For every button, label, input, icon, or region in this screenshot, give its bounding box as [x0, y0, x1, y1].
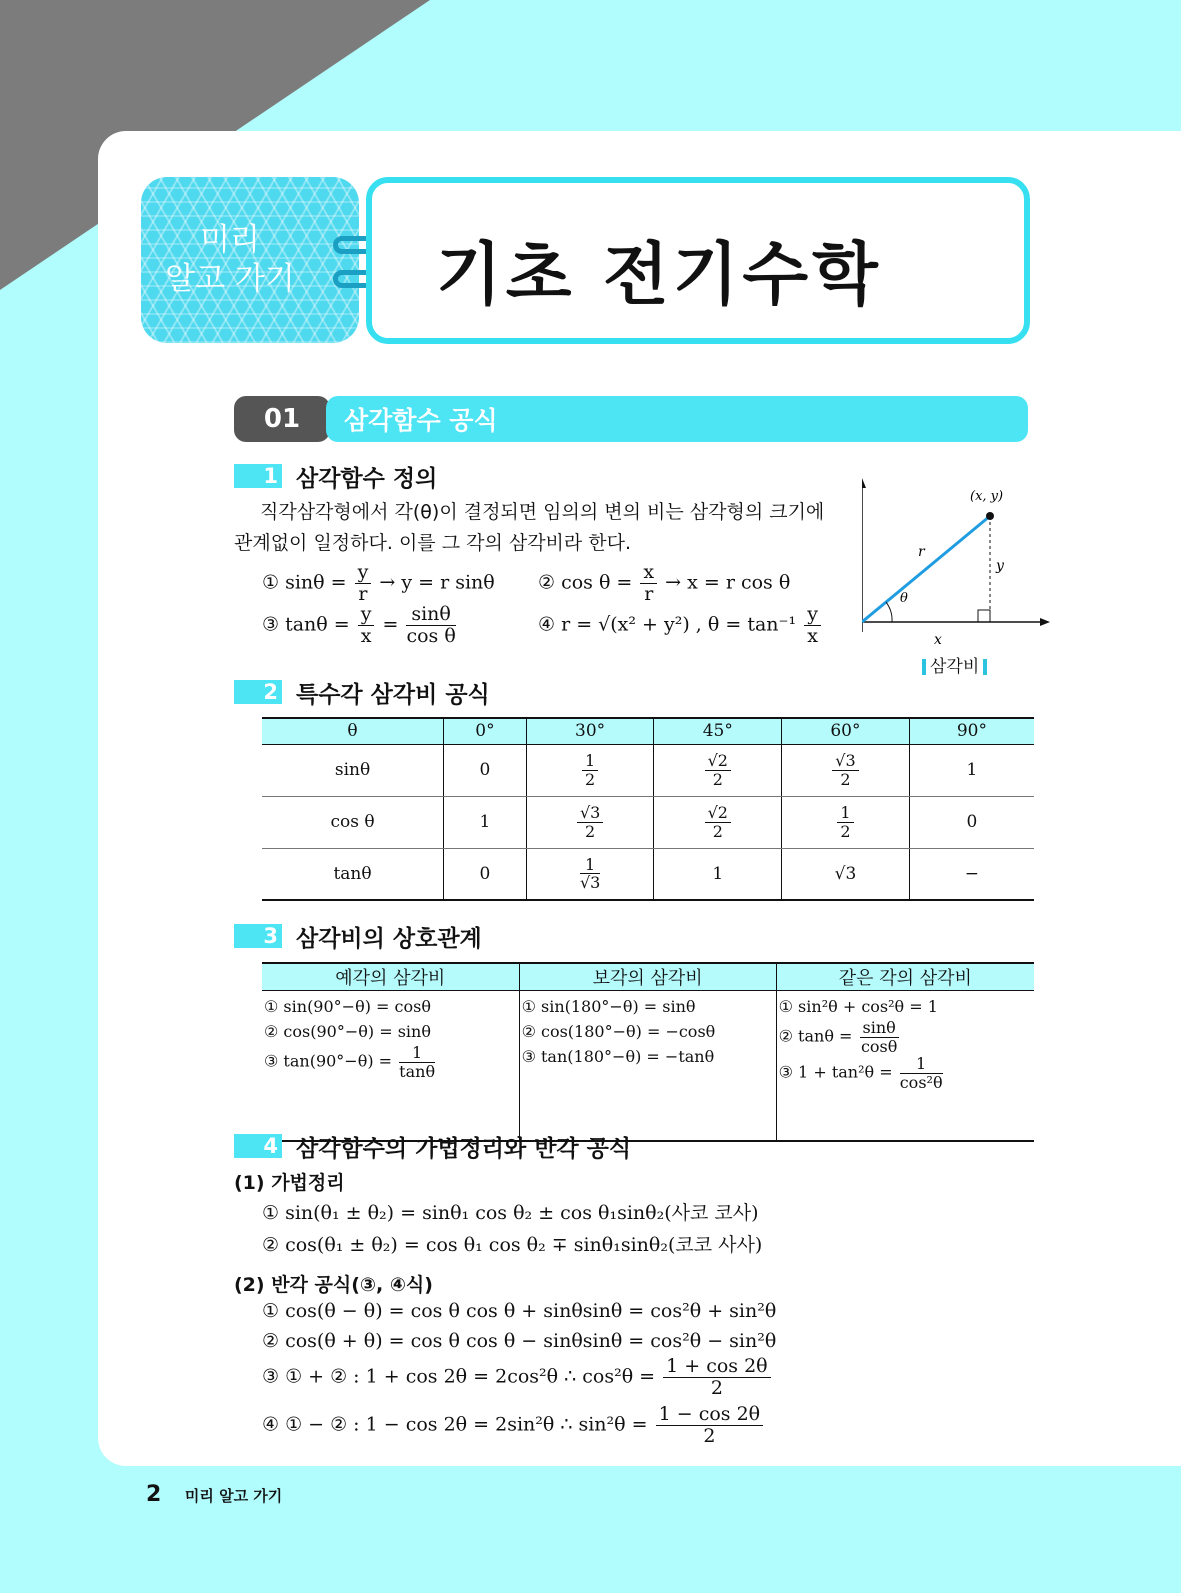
addition-eq-1: ① sin(θ₁ ± θ₂) = sinθ₁ cos θ₂ ± cos θ₁sinθ₂(사코 코사) [262, 1202, 759, 1224]
footer [146, 1482, 282, 1507]
half-angle-heading: (2) 반각 공식(③, ④식) [234, 1274, 433, 1296]
table-row [262, 796, 1034, 848]
table-cell: ① sin(180°−θ) = sinθ ② cos(180°−θ) = −cosθ ③ tan(180°−θ) = −tanθ [519, 991, 776, 1141]
table-cell: $\frac{√2}{2}$ [654, 796, 782, 848]
table-cell: ① sin²θ + cos²θ = 1 ② tanθ = $\frac{\sin\theta}{\cos\theta}$ ③ 1 + tan²θ = $\frac{1}{\text{cos²θ}}$ [776, 991, 1034, 1141]
table-header: 60° [782, 718, 910, 744]
half-eq-4: ④ ① − ② : 1 − cos 2θ = 2sin²θ ∴ sin²θ = $\frac{1 - \cos 2\theta}{2}$ [262, 1404, 765, 1447]
table-cell: √3 [782, 848, 910, 900]
section-bar [234, 396, 1028, 442]
table-cell: $\frac{√3}{2}$ [526, 796, 654, 848]
table-header: 예각의 삼각비 [262, 963, 519, 991]
table-cell: $\frac{1}{√3}$ [526, 848, 654, 900]
x-label: x [934, 632, 942, 648]
addition-heading: (1) 가법정리 [234, 1172, 345, 1194]
formula-2: ② cos θ = $\frac{x}{r}$ → x = r cos θ [538, 561, 791, 605]
subheading-title: 삼각함수 정의 [296, 465, 438, 492]
row-label: cos θ [262, 796, 444, 848]
special-angle-table [262, 717, 1034, 901]
half-eq-1: ① cos(θ − θ) = cos θ cos θ + sinθsinθ = cos²θ + sin²θ [262, 1300, 777, 1322]
page-title: 기초 전기수학 [436, 236, 882, 315]
formula-1: ① sinθ = $\frac{y}{r}$ → y = r sinθ [262, 561, 495, 605]
table-cell: 0 [909, 796, 1034, 848]
table-header: 0° [444, 718, 527, 744]
table-header: 30° [526, 718, 654, 744]
table-header: θ [262, 718, 444, 744]
table-header: 45° [654, 718, 782, 744]
subheading-4: 4 삼각함수의 가법정리와 반각 공식 [234, 1132, 631, 1160]
section-title: 삼각함수 공식 [326, 396, 1028, 442]
subheading-2: 2 특수각 삼각비 공식 [234, 678, 490, 706]
hypotenuse [862, 516, 990, 622]
table-cell: $\frac{√3}{2}$ [782, 744, 910, 796]
table-row [262, 744, 1034, 796]
y-label: y [996, 558, 1004, 574]
point-marker [986, 512, 994, 520]
point-label: (x, y) [970, 489, 1004, 504]
formula-3: ③ tanθ = $\frac{y}{x}$ = $\frac{\sin\theta}{\text{cos θ}}$ [262, 603, 456, 647]
trig-relations-table [262, 962, 1034, 1142]
table-header: 보각의 삼각비 [519, 963, 776, 991]
subheading-3: 3 삼각비의 상호관계 [234, 922, 482, 950]
r-label: r [918, 544, 925, 560]
table-cell: $\frac{1}{2}$ [782, 796, 910, 848]
half-eq-3: ③ ① + ② : 1 + cos 2θ = 2cos²θ ∴ cos²θ = $\frac{1 + \cos 2\theta}{2}$ [262, 1356, 773, 1399]
table-header: 90° [909, 718, 1034, 744]
row-label: tanθ [262, 848, 444, 900]
page-number: 2 [146, 1482, 162, 1507]
section-number: 01 [234, 396, 330, 442]
row-label: sinθ [262, 744, 444, 796]
half-eq-2: ② cos(θ + θ) = cos θ cos θ − sinθsinθ = cos²θ − sin²θ [262, 1330, 777, 1352]
right-triangle-figure [862, 478, 1052, 678]
table-cell: 1 [444, 796, 527, 848]
badge-line-2: 알고 가기 [165, 261, 295, 297]
table-row [262, 848, 1034, 900]
chapter-badge [141, 177, 359, 343]
theta-label: θ [900, 591, 908, 606]
definition-text: 직각삼각형에서 각(θ)이 결정되면 임의의 변의 비는 삼각형의 크기에 관계없이 일정하다. 이를 그 각의 삼각비라 한다. [234, 501, 825, 554]
table-header: 같은 각의 삼각비 [776, 963, 1034, 991]
title-box [366, 177, 1030, 344]
table-cell: 1 [909, 744, 1034, 796]
subheading-number: 1 [234, 464, 282, 488]
table-cell: ① sin(90°−θ) = cosθ ② cos(90°−θ) = sinθ ③ tan(90°−θ) = $\frac{1}{\tan\theta}$ [262, 991, 519, 1141]
table-cell: 0 [444, 744, 527, 796]
subheading-1 [234, 462, 437, 490]
figure-caption: 삼각비 [918, 652, 991, 677]
table-cell: $\frac{√2}{2}$ [654, 744, 782, 796]
table-cell: 0 [444, 848, 527, 900]
table-cell: $\frac{1}{2}$ [526, 744, 654, 796]
table-cell: 1 [654, 848, 782, 900]
footer-label: 미리 알고 가기 [184, 1487, 283, 1505]
addition-eq-2: ② cos(θ₁ ± θ₂) = cos θ₁ cos θ₂ ∓ sinθ₁sinθ₂(코코 사사) [262, 1234, 763, 1256]
formula-4: ④ r = √(x² + y²) , θ = tan⁻¹ $\frac{y}{x}$ [538, 604, 823, 647]
badge-line-1: 미리 [200, 222, 260, 259]
table-cell: − [909, 848, 1034, 900]
